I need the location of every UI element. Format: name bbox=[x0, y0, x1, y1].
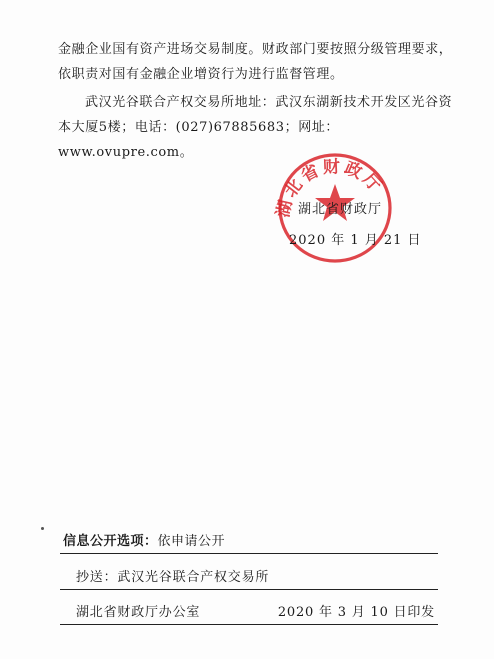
disclosure-label: 信息公开选项： bbox=[63, 534, 158, 549]
issuing-office: 湖北省财政厅办公室 bbox=[76, 605, 201, 620]
signature-date: 2020 年 1 月 21 日 bbox=[289, 233, 422, 248]
disclosure-option bbox=[63, 530, 225, 549]
footer-rule-middle bbox=[60, 589, 438, 590]
disclosure-value: 依申请公开 bbox=[157, 534, 226, 549]
body-paragraph-2: 武汉光谷联合产权交易所地址：武汉东湖新技术开发区光谷资本大厦5楼；电话：(027)67885683；网址：www.ovupre.com。 bbox=[58, 95, 453, 160]
cc-line: 抄送：武汉光谷联合产权交易所 bbox=[76, 570, 270, 585]
print-date: 2020 年 3 月 10 日印发 bbox=[277, 605, 435, 620]
footer-rule-bottom bbox=[60, 624, 438, 625]
margin-dot bbox=[41, 527, 44, 530]
seal-text: 湖北省财政厅 bbox=[273, 157, 387, 220]
body-paragraph-1: 金融企业国有资产进场交易制度。财政部门要按照分级管理要求，依职责对国有金融企业增资行为进行监督管理。 bbox=[58, 42, 453, 82]
footer-rule-top bbox=[60, 553, 438, 554]
signer-name: 湖北省财政厅 bbox=[298, 202, 383, 217]
